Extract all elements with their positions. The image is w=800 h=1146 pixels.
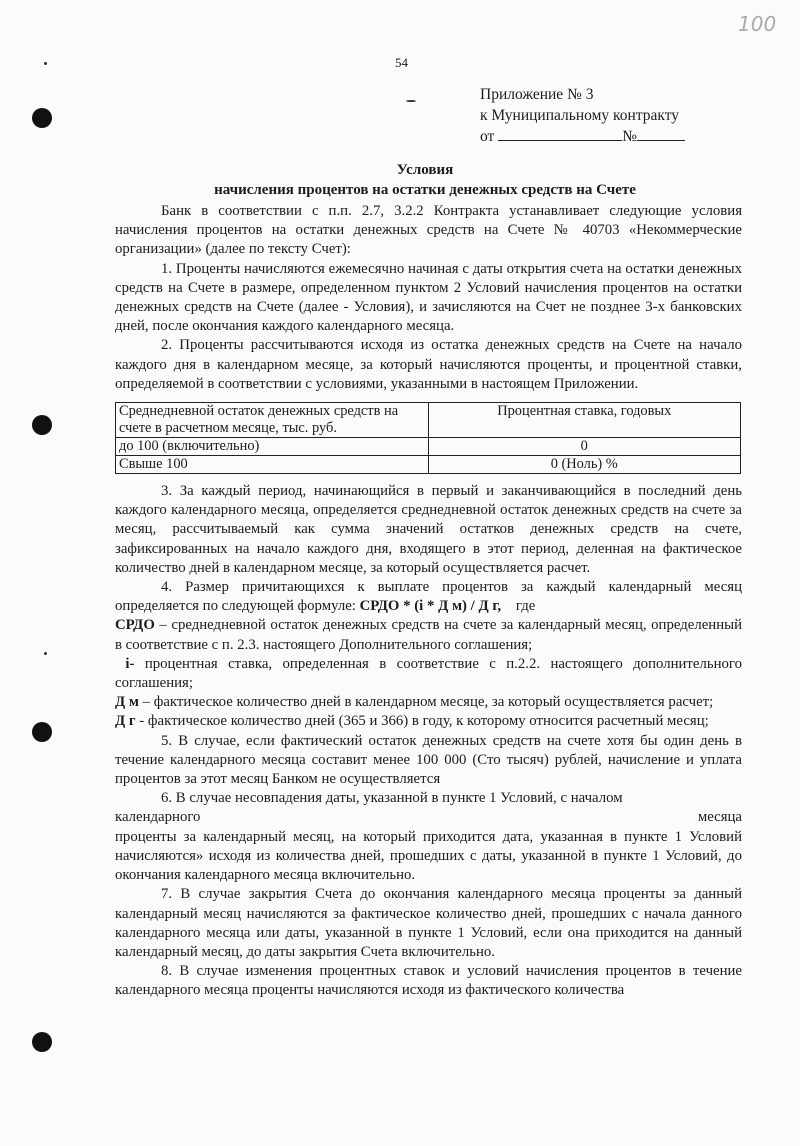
paragraph-4-tail: где: [515, 598, 536, 615]
paragraph-4-text: 4. Размер причитающихся к выплате процентов за каждый календарный месяц определяется по следующей формуле:: [115, 579, 742, 615]
table-header-rate: Процентная ставка, годовых: [428, 403, 741, 438]
punch-hole: [32, 1032, 52, 1052]
scan-speck: [44, 62, 47, 65]
paragraph-6-left-word: календарного: [115, 809, 201, 826]
document-title: [115, 160, 735, 200]
table-cell-rate: 0: [428, 438, 741, 456]
table-header-row: [116, 403, 741, 438]
definition-text: – фактическое количество дней в календарном месяце, за который осуществляется расчет;: [138, 694, 714, 711]
paragraph-6-rest: проценты за календарный месяц, на который приходится дата, указанная в пункте 1 Условий начисляются» исходя из количества дней, прошедших с даты, указанной в пункте 1 Условий, до окончания календарного месяца включительно.: [115, 828, 742, 884]
handwritten-corner-number: 100: [738, 12, 777, 36]
page-number: 54: [395, 55, 408, 70]
annex-header: [480, 84, 685, 147]
paragraph-1: 1. Проценты начисляются ежемесячно начиная с даты открытия счета на остатки денежных средств на Счете в размере, определенном пунктом 2 Условий начисления процентов на остатки денежных средств на Счете (далее - Условия), и зачисляются на Счет не позднее 3-х банковских дней, после окончания каждого календарного месяца.: [115, 260, 742, 335]
table-cell-rate: 0 (Ноль) %: [428, 456, 741, 474]
annex-date-line: [480, 126, 685, 147]
punch-hole: [32, 108, 52, 128]
table-cell-range: до 100 (включительно): [116, 438, 429, 456]
table-row: [116, 456, 741, 474]
definition-term: Д м: [115, 694, 139, 711]
definition-i: [115, 655, 742, 693]
paragraph-6-right-word: месяца: [697, 809, 742, 826]
interest-rate-table: [115, 402, 741, 474]
paragraph-5: 5. В случае, если фактический остаток денежных средств на счете хотя бы один день в течение календарного месяца составит менее 100 000 (Сто тысяч) рублей, начисление и уплата процентов за этот месяц Банком не осуществляется: [115, 732, 742, 788]
definition-text: процентная ставка, определенная в соответствие с п.2.2. настоящего дополнительного соглашения;: [115, 655, 743, 692]
definition-dm: [115, 693, 742, 712]
paragraph-6-line-1: 6. В случае несовпадения даты, указанной в пункте 1 Условий, с началом: [161, 790, 623, 807]
punch-hole: [32, 415, 52, 435]
paragraph-2: 2. Проценты рассчитываются исходя из остатка денежных средств на Счете на начало каждого дня в календарном месяце, за который начисляются проценты, и процентной ставки, определяемой в соответствии с условиями, указанными в настоящем Приложении.: [115, 337, 742, 392]
definition-dg: [115, 712, 742, 731]
punch-hole: [32, 722, 52, 742]
title-line-1: Условия: [396, 162, 454, 178]
document-body: [115, 202, 742, 1001]
definition-term: i-: [125, 655, 135, 672]
paragraph-3: 3. За каждый период, начинающийся в первый и заканчивающийся в последний день каждого календарного месяца, определяется среднедневной остаток денежных средств на счете за месяц, рассчитываемый как сумма значений остатков денежных средств на счете, зафиксированных на начало каждого дня, входящего в этот период, деленная на фактическое количество дней в календарном месяце, за который осуществляется расчет.: [115, 483, 742, 576]
annex-number: Приложение № 3: [480, 86, 594, 103]
number-blank: [637, 126, 685, 141]
scan-speck: [406, 100, 416, 102]
paragraph-6-line-2: [115, 808, 742, 827]
title-line-2: начисления процентов на остатки денежных средств на Счете: [214, 182, 636, 198]
intro-paragraph: Банк в соответствии с п.п. 2.7, 3.2.2 Контракта устанавливает следующие условия начисления процентов на остатки денежных средств на Счете № 40703 «Некоммерческие организации» (далее по тексту Счет):: [115, 203, 742, 258]
definition-term: Д г: [115, 713, 136, 730]
table-cell-range: Свыше 100: [116, 456, 429, 474]
interest-formula: СРДО * (i * Д м) / Д г,: [359, 598, 502, 615]
definition-term: СРДО: [115, 617, 155, 634]
definition-text: – среднедневной остаток денежных средств на счете за календарный месяц, определенный в соответствие с п. 2.3. настоящего Дополнительного соглашения;: [115, 617, 742, 653]
table-header-balance: Среднедневной остаток денежных средств на счете в расчетном месяце, тыс. руб.: [116, 403, 429, 438]
paragraph-8: 8. В случае изменения процентных ставок и условий начисления процентов в течение календарного месяца проценты начисляются исходя из фактического количества: [115, 963, 742, 999]
date-blank: [498, 126, 622, 141]
annex-contract-ref: к Муниципальному контракту: [480, 107, 680, 124]
paragraph-7: 7. В случае закрытия Счета до окончания календарного месяца проценты за данный календарный месяц начисляются за фактическое количество дней, прошедших с начала данного календарного месяца или даты, указанной в пункте 1 Условий, если она приходится на данный календарный месяц, до даты закрытия Счета включительно.: [115, 886, 742, 960]
paragraph-4: [115, 578, 742, 616]
table-row: [116, 438, 741, 456]
number-sign: №: [622, 128, 637, 145]
definition-srdo: [115, 616, 742, 654]
annex-from-label: от: [480, 128, 495, 145]
definition-text: - фактическое количество дней (365 и 366) в году, к которому относится расчетный месяц;: [135, 713, 709, 730]
scan-speck: [44, 652, 47, 655]
